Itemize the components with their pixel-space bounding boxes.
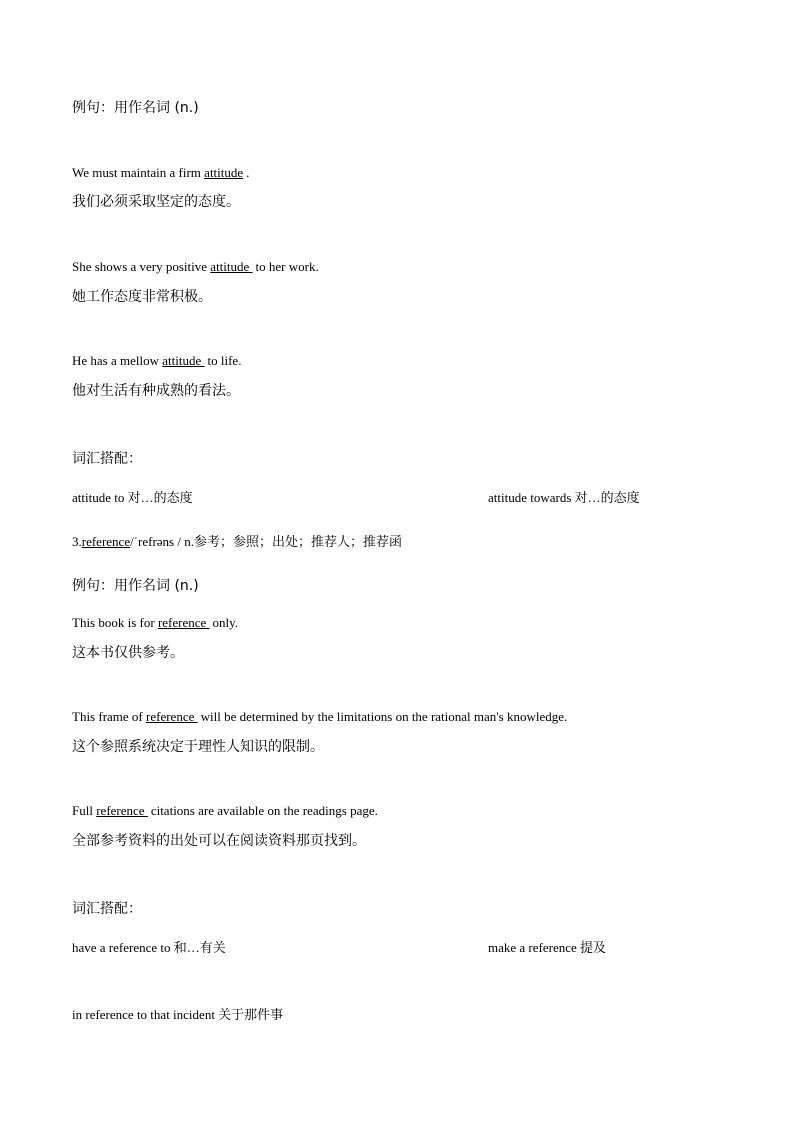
collocation-item: have a reference to 和…有关 [72,940,226,955]
example-sentence-en [72,259,319,275]
collocation-row [72,487,722,506]
collocation-item: attitude to 对…的态度 [72,490,193,505]
example-sentence-en [72,709,567,725]
sentence-text: to life. [207,353,242,368]
collocation-heading: 词汇搭配： [72,901,142,917]
sentence-text: to her work. [255,259,319,274]
sentence-text: will be determined by the limitations on the rational man's knowledge. [200,709,568,724]
example-sentence-en [72,615,238,631]
keyword: reference [146,709,198,724]
sentence-text: We must maintain a firm [72,165,205,180]
example-heading: 例句：用作名词 (n.) [72,100,199,116]
entry-word: reference [81,534,131,549]
sentence-text: . [246,165,250,180]
sentence-text: citations are available on the readings page. [150,803,378,818]
example-sentence-cn: 我们必须采取坚定的态度。 [72,194,240,210]
sentence-text: She shows a very positive [72,259,211,274]
example-sentence-en [72,353,241,369]
example-sentence-cn: 全部参考资料的出处可以在阅读资料那页找到。 [72,833,366,849]
sentence-text: only. [212,615,239,630]
example-sentence-en [72,165,249,181]
collocation-item: in reference to that incident 关于那件事 [72,1007,284,1022]
example-sentence-cn: 他对生活有种成熟的看法。 [72,383,240,399]
vocab-entry [72,531,402,550]
example-heading: 例句：用作名词 (n.) [72,578,199,594]
keyword: reference [96,803,148,818]
keyword: reference [157,615,210,630]
collocation-heading: 词汇搭配： [72,451,142,467]
example-sentence-cn: 这本书仅供参考。 [72,645,184,661]
entry-number: 3. [72,534,82,549]
keyword: attitude [210,259,253,274]
entry-definition: /ˈrefrəns / n.参考；参照；出处；推荐人；推荐函 [130,534,402,549]
collocation-row [72,937,722,956]
sentence-text: This frame of [72,709,147,724]
keyword: attitude [204,165,244,180]
keyword: attitude [162,353,205,368]
sentence-text: Full [72,803,97,818]
collocation-item: attitude towards 对…的态度 [488,490,640,505]
collocation-item: make a reference 提及 [488,940,607,955]
sentence-text: This book is for [72,615,158,630]
example-sentence-cn: 她工作态度非常积极。 [72,289,212,305]
example-sentence-en [72,803,378,819]
example-sentence-cn: 这个参照系统决定于理性人知识的限制。 [72,739,324,755]
sentence-text: He has a mellow [72,353,163,368]
